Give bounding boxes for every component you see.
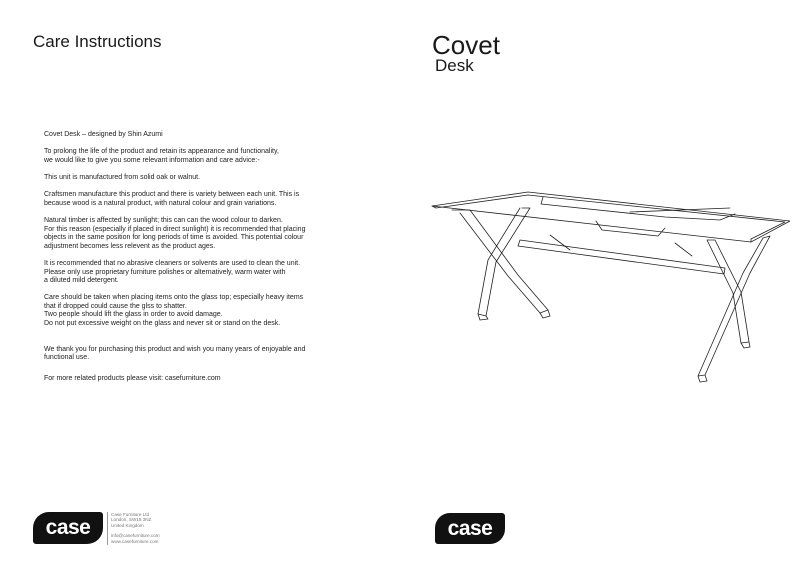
paragraph-craftsmen: Craftsmen manufacture this product and there is variety between each unit. This is because wood is a natural product, with natural colour and grain variations. [44, 191, 300, 207]
address-country: United Kingdom [111, 522, 144, 528]
address-email: info@casefurniture.com [111, 533, 160, 539]
product-title: Covet [432, 30, 500, 60]
care-instructions-body [44, 131, 324, 392]
address-city: London, SW18 3NZ [111, 517, 152, 523]
address-company: Case Furniture Ltd [111, 512, 150, 517]
desk-illustration [430, 180, 790, 400]
paragraph-cleaning: It is recommended that no abrasive cleaners or solvents are used to clean the unit. Please only use proprietary furniture polishes or alternatively, warm water with a diluted mild detergent. [44, 259, 301, 285]
address-website: www.casefurniture.com [111, 538, 159, 544]
paragraph-intro: To prolong the life of the product and retain its appearance and functionality, we would like to give you some relevant information and care advice:- [44, 148, 279, 164]
right-page [404, 0, 808, 561]
case-logo-cover: case [435, 513, 505, 544]
paragraph-designer: Covet Desk – designed by Shin Azumi [44, 131, 163, 138]
case-logo: case [33, 512, 103, 544]
paragraph-glass: Care should be taken when placing items onto the glass top; especially heavy items that if dropped could cause the glss to shatter. Two people should lift the glass in order to avoid damage. Do not put excessive weight on the glass and never sit or stand on the desk. [44, 294, 304, 328]
company-address [111, 512, 160, 544]
paragraph-material: This unit is manufactured from solid oak or walnut. [44, 173, 201, 181]
product-subtitle: Desk [435, 56, 474, 75]
paragraph-thanks: We thank you for purchasing this product and wish you many years of enjoyable and functional use. [44, 345, 306, 362]
paragraph-sunlight: Natural timber is affected by sunlight; this can can the wood colour to darken. For this reason (especially if placed in direct sunlight) it is recommended that placing objects in the same position for long periods of time is avoided. This potential colour adjustment becomes less relevent as the product ages. [44, 216, 306, 250]
paragraph-website: For more related products please visit: casefurniture.com [44, 374, 221, 382]
logo-divider [107, 512, 108, 545]
care-instructions-heading: Care Instructions [33, 32, 162, 51]
